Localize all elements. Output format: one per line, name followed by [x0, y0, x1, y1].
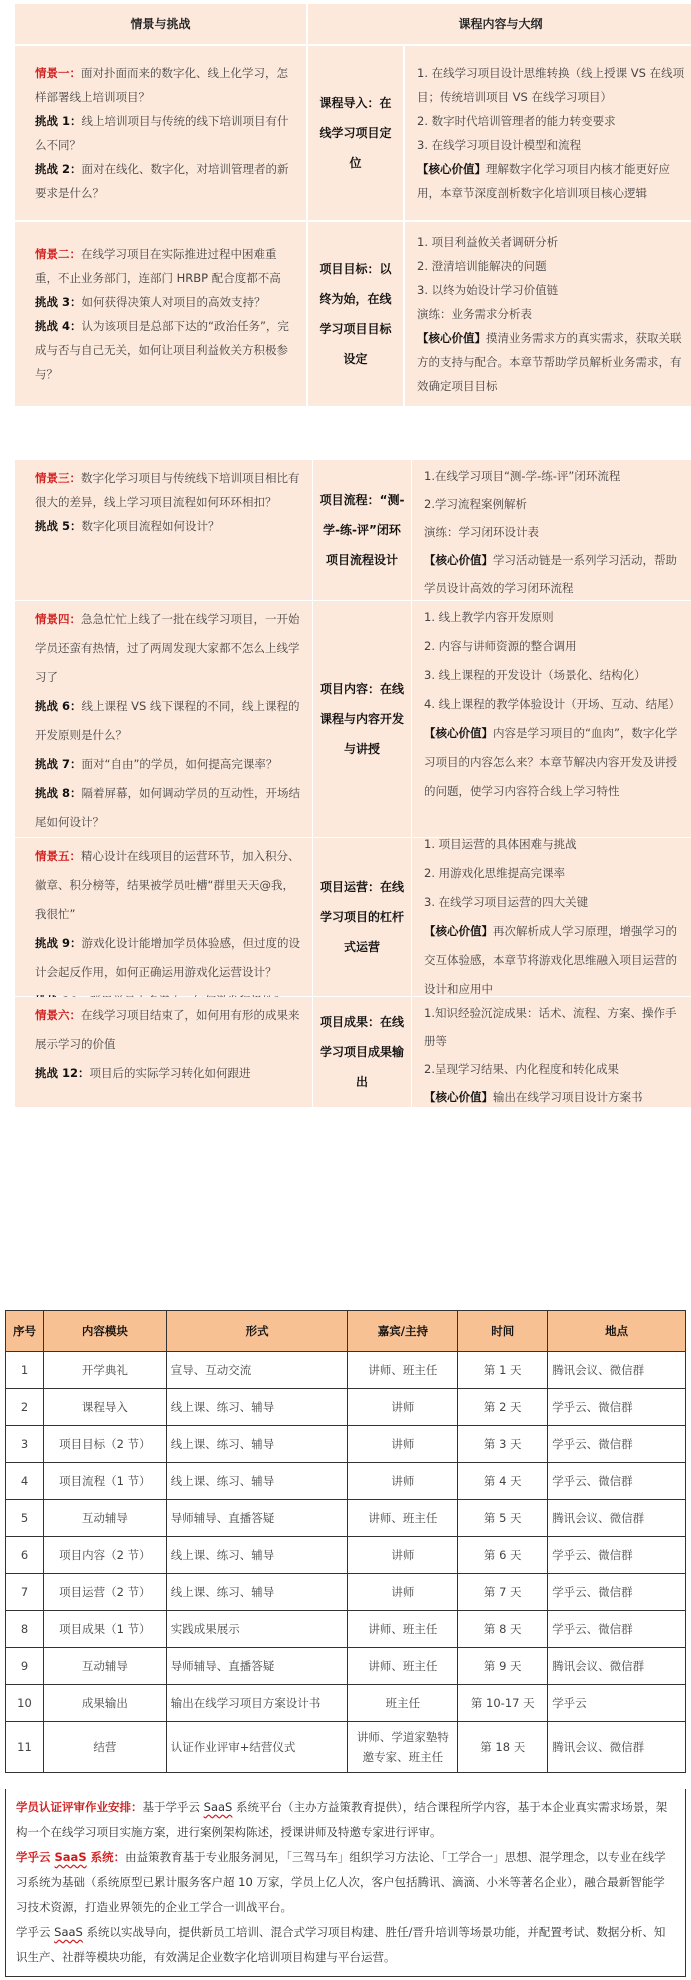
outline-item: 3. 以终为始设计学习价值链 [417, 283, 559, 297]
outline-item: 1. 线上教学内容开发原则 [424, 610, 554, 624]
cell-index: 11 [6, 1722, 44, 1773]
cell-module: 项目流程（1 节） [43, 1463, 166, 1500]
core-value-label: 【核心价值】 [424, 553, 493, 567]
outline-item: 2. 澄清培训能解决的问题 [417, 259, 547, 273]
challenge-label: 挑战 1： [35, 114, 82, 128]
cell-time: 第 4 天 [458, 1463, 548, 1500]
cell-host: 讲师 [348, 1389, 458, 1426]
cell-module: 互动辅导 [43, 1648, 166, 1685]
note-platform-label: 学乎云 [16, 1850, 55, 1864]
core-value-text: 理解数字化学习项目内核才能更好应用，本章节深度剖析数字化培训项目核心逻辑 [417, 162, 670, 200]
cell-host: 讲师、学道家塾特邀专家、班主任 [348, 1722, 458, 1773]
cell-time: 第 7 天 [458, 1574, 548, 1611]
outline-cell-3 [412, 460, 691, 600]
note-platform-label: 系统： [86, 1850, 126, 1864]
cell-location: 学乎云、微信群 [548, 1537, 686, 1574]
col-header-format: 形式 [166, 1311, 348, 1352]
challenge-label: 挑战 6： [35, 699, 82, 713]
note-text: 基于学乎云 [142, 1800, 204, 1814]
core-value-label: 【核心价值】 [417, 331, 486, 345]
cell-format: 线上课、练习、辅导 [166, 1463, 348, 1500]
outline-item: 1.在线学习项目“测-学-练-评”闭环流程 [424, 469, 621, 483]
note-assessment [16, 1795, 675, 1845]
table-row [6, 1537, 686, 1574]
outline-cell-6 [412, 997, 691, 1107]
outline-block-1 [15, 4, 691, 406]
table-row [6, 1648, 686, 1685]
module-title: 课程导入：在线学习项目定位 [308, 46, 403, 220]
cell-index: 7 [6, 1574, 44, 1611]
cell-format: 导师辅导、直播答疑 [166, 1648, 348, 1685]
core-value-label: 【核心价值】 [424, 726, 493, 740]
cell-module: 互动辅导 [43, 1500, 166, 1537]
scenario-text: 在线学习项目在实际推进过程中困难重重，不止业务部门，连部门 HRBP 配合度都不高 [35, 247, 281, 285]
module-title: 项目内容：在线课程与内容开发与讲授 [313, 601, 411, 837]
cell-module: 项目成果（1 节） [43, 1611, 166, 1648]
scenario-cell-6 [15, 997, 312, 1107]
scenario-label: 情景一： [35, 66, 81, 80]
challenge-label: 挑战 7： [35, 757, 82, 771]
note-assessment-label: 学员认证评审作业安排： [16, 1800, 143, 1814]
scenario-text: 面对扑面而来的数字化、线上化学习，怎样部署线上培训项目？ [35, 66, 288, 104]
scenario-cell-3 [15, 460, 312, 600]
note-saas-term: SaaS [203, 1800, 233, 1814]
module-title: 项目成果：在线学习项目成果输出 [313, 997, 411, 1107]
scenario-label: 情景六： [35, 1008, 81, 1022]
header-outline: 课程内容与大纲 [308, 4, 691, 44]
col-header-time: 时间 [458, 1311, 548, 1352]
note-text: 系统以实战导向，提供新员工培训、混合式学习项目构建、胜任/晋升培训等场景功能，并配置考试、数据分析、知识生产、社群等模块功能，有效满足企业数字化培训项目构建与平台运营。 [16, 1925, 666, 1964]
cell-host: 讲师、班主任 [348, 1611, 458, 1648]
cell-format: 认证作业评审+结营仪式 [166, 1722, 348, 1773]
cell-module: 成果输出 [43, 1685, 166, 1722]
table-row [6, 1574, 686, 1611]
outline-item: 3. 在线学习项目运营的四大关键 [424, 895, 589, 909]
cell-index: 1 [6, 1352, 44, 1389]
core-value-text: 内容是学习项目的“血肉”，数字化学习项目的内容怎么来？本章节解决内容开发及讲授的问题，使学习内容符合线上学习特性 [424, 726, 678, 798]
outline-item: 演练：学习闭环设计表 [424, 525, 539, 539]
challenge-text: 项目后的实际学习转化如何跟进 [89, 1066, 251, 1080]
cell-host: 讲师 [348, 1463, 458, 1500]
core-value-text: 再次解析成人学习原理，增强学习的交互体验感，本章节将游戏化思维融入项目运营的设计和应用中 [424, 924, 677, 996]
cell-index: 5 [6, 1500, 44, 1537]
outline-item: 1. 在线学习项目设计思维转换（线上授课 VS 在线项目；传统培训项目 VS 在线学习项目） [417, 66, 685, 104]
scenario-text: 数字化学习项目与传统线下培训项目相比有很大的差异，线上学习项目流程如何环环相扣？ [35, 471, 300, 509]
cell-location: 腾讯会议、微信群 [548, 1722, 686, 1773]
cell-host: 班主任 [348, 1685, 458, 1722]
outline-item: 4. 线上课程的教学体验设计（开场、互动、结尾） [424, 697, 681, 711]
challenge-text: 如何获得决策人对项目的高效支持？ [81, 295, 266, 309]
core-value-text: 输出在线学习项目设计方案书 [493, 1090, 643, 1104]
scenario-label: 情景五： [35, 849, 81, 863]
core-value-text: 学习活动链是一系列学习活动，帮助学员设计高效的学习闭环流程 [424, 553, 677, 595]
cell-location: 学乎云、微信群 [548, 1611, 686, 1648]
note-saas-term: SaaS [54, 1850, 87, 1864]
outline-cell-4 [412, 601, 691, 837]
cell-index: 9 [6, 1648, 44, 1685]
scenario-text: 精心设计在线项目的运营环节，加入积分、徽章、积分榜等，结果被学员吐槽“群里天天@我，我很忙” [35, 849, 300, 921]
cell-time: 第 18 天 [458, 1722, 548, 1773]
module-title: 项目目标：以终为始，在线学习项目目标设定 [308, 222, 403, 406]
challenge-text: 隔着屏幕，如何调动学员的互动性，开场结尾如何设计？ [35, 786, 301, 829]
challenge-text: 游戏化设计能增加学员体验感，但过度的设计会起反作用，如何正确运用游戏化运营设计？ [35, 936, 301, 979]
table-row [6, 1426, 686, 1463]
core-value-label: 【核心价值】 [424, 924, 493, 938]
scenario-cell-1 [15, 46, 306, 220]
scenario-label: 情景四： [35, 612, 81, 626]
table-row [6, 1722, 686, 1773]
module-title: 项目运营：在线学习项目的杠杆式运营 [313, 838, 411, 996]
col-header-index: 序号 [6, 1311, 44, 1352]
table-row [6, 1463, 686, 1500]
challenge-label: 挑战 4： [35, 319, 82, 333]
cell-format: 线上课、练习、辅导 [166, 1537, 348, 1574]
header-scenarios: 情景与挑战 [15, 4, 306, 44]
cell-module: 项目运营（2 节） [43, 1574, 166, 1611]
cell-host: 讲师 [348, 1574, 458, 1611]
scenario-text: 在线学习项目结束了，如何用有形的成果来展示学习的价值 [35, 1008, 300, 1051]
table-row [6, 1685, 686, 1722]
outline-item: 2. 内容与讲师资源的整合调用 [424, 639, 577, 653]
cell-location: 腾讯会议、微信群 [548, 1352, 686, 1389]
outline-item: 演练：业务需求分析表 [417, 307, 532, 321]
challenge-label: 挑战 2： [35, 162, 82, 176]
table-row [6, 1352, 686, 1389]
scenario-text: 急急忙忙上线了一批在线学习项目，一开始学员还蛮有热情，过了两周发现大家都不怎么上线学习了 [35, 612, 300, 684]
cell-module: 课程导入 [43, 1389, 166, 1426]
challenge-text: 线上课程 VS 线下课程的不同，线上课程的开发原则是什么？ [35, 699, 300, 742]
core-value-label: 【核心价值】 [417, 162, 486, 176]
outline-item: 1. 项目利益攸关者调研分析 [417, 235, 559, 249]
cell-module: 项目内容（2 节） [43, 1537, 166, 1574]
cell-host: 讲师 [348, 1426, 458, 1463]
module-title: 项目流程：“测-学-练-评”闭环项目流程设计 [313, 460, 411, 600]
cell-location: 学乎云、微信群 [548, 1463, 686, 1500]
cell-location: 腾讯会议、微信群 [548, 1648, 686, 1685]
outline-cell-5 [412, 838, 691, 996]
cell-format: 输出在线学习项目方案设计书 [166, 1685, 348, 1722]
scenario-cell-2 [15, 222, 306, 406]
cell-module: 项目目标（2 节） [43, 1426, 166, 1463]
col-header-host: 嘉宾/主持 [348, 1311, 458, 1352]
cell-index: 10 [6, 1685, 44, 1722]
cell-time: 第 8 天 [458, 1611, 548, 1648]
challenge-text: 数字化项目流程如何设计？ [81, 519, 220, 533]
outline-item: 1.知识经验沉淀成果：话术、流程、方案、操作手册等 [424, 1006, 677, 1048]
cell-time: 第 9 天 [458, 1648, 548, 1685]
cell-module: 结营 [43, 1722, 166, 1773]
table-row [6, 1611, 686, 1648]
cell-location: 学乎云、微信群 [548, 1426, 686, 1463]
outline-item: 2. 用游戏化思维提高完课率 [424, 866, 566, 880]
notes-panel [5, 1789, 686, 1977]
note-text: 由益策教育基于专业服务洞见，「三驾马车」组织学习方法论、「工学合一」思想、混学理念，以专业在线学习系统为基础（系统原型已累计服务客户超 10 万家，学员上亿人次，客户包括腾讯、滴滴、小米等著名企业），融合最新智能学习技术资源，打造业界领先的企业工学合一训战平台。 [16, 1850, 666, 1914]
cell-module: 开学典礼 [43, 1352, 166, 1389]
outline-cell-2 [405, 222, 691, 406]
schedule-table [5, 1310, 686, 1773]
schedule-header-row [6, 1311, 686, 1352]
scenario-label: 情景三： [35, 471, 81, 485]
cell-format: 线上课、练习、辅导 [166, 1574, 348, 1611]
cell-location: 腾讯会议、微信群 [548, 1500, 686, 1537]
cell-time: 第 1 天 [458, 1352, 548, 1389]
outline-item: 2. 数字时代培训管理者的能力转变要求 [417, 114, 616, 128]
cell-host: 讲师、班主任 [348, 1352, 458, 1389]
cell-format: 线上课、练习、辅导 [166, 1389, 348, 1426]
cell-format: 宣导、互动交流 [166, 1352, 348, 1389]
cell-index: 8 [6, 1611, 44, 1648]
cell-time: 第 5 天 [458, 1500, 548, 1537]
cell-format: 线上课、练习、辅导 [166, 1426, 348, 1463]
note-platform [16, 1845, 675, 1920]
challenge-label: 挑战 9： [35, 936, 82, 950]
challenge-label: 挑战 5： [35, 519, 82, 533]
table-row [6, 1389, 686, 1426]
challenge-label: 挑战 12： [35, 1066, 90, 1080]
challenge-text: 面对在线化、数字化，对培训管理者的新要求是什么？ [35, 162, 289, 200]
note-text: 学乎云 [16, 1925, 55, 1939]
outline-item: 2.呈现学习结果、内化程度和转化成果 [424, 1062, 619, 1076]
cell-time: 第 10-17 天 [458, 1685, 548, 1722]
cell-location: 学乎云、微信群 [548, 1574, 686, 1611]
outline-cell-1 [405, 46, 691, 220]
challenge-text: 认为该项目是总部下达的“政治任务”，完成与否与自己无关，如何让项目利益攸关方积极参与？ [35, 319, 289, 381]
cell-host: 讲师 [348, 1537, 458, 1574]
cell-time: 第 2 天 [458, 1389, 548, 1426]
core-value-label: 【核心价值】 [424, 1090, 493, 1104]
outline-item: 1. 项目运营的具体困难与挑战 [424, 837, 577, 851]
challenge-text: 面对“自由”的学员，如何提高完课率？ [81, 757, 278, 771]
cell-location: 学乎云、微信群 [548, 1389, 686, 1426]
table-row [6, 1500, 686, 1537]
outline-item: 3. 线上课程的开发设计（场景化、结构化） [424, 668, 646, 682]
cell-index: 6 [6, 1537, 44, 1574]
core-value-text: 摸清业务需求方的真实需求，获取关联方的支持与配合。本章节帮助学员解析业务需求，有效确定项目目标 [417, 331, 682, 393]
scenario-label: 情景二： [35, 247, 81, 261]
cell-format: 导师辅导、直播答疑 [166, 1500, 348, 1537]
cell-index: 3 [6, 1426, 44, 1463]
note-text: 系统平台（主办方益策教育提供），结合课程所学内容，基于本企业真实需求场景，架构一个在线学习项目实施方案，进行案例架构陈述，授课讲师及特邀专家进行评审。 [16, 1800, 668, 1839]
cell-time: 第 6 天 [458, 1537, 548, 1574]
challenge-label: 挑战 3： [35, 295, 82, 309]
scenario-cell-4 [15, 601, 312, 837]
cell-host: 讲师、班主任 [348, 1648, 458, 1685]
cell-index: 2 [6, 1389, 44, 1426]
outline-item: 2.学习流程案例解析 [424, 497, 527, 511]
scenario-cell-5 [15, 838, 312, 996]
col-header-module: 内容模块 [43, 1311, 166, 1352]
cell-host: 讲师、班主任 [348, 1500, 458, 1537]
challenge-label: 挑战 8： [35, 786, 82, 800]
cell-index: 4 [6, 1463, 44, 1500]
challenge-text: 线上培训项目与传统的线下培训项目有什么不同？ [35, 114, 289, 152]
cell-location: 学乎云 [548, 1685, 686, 1722]
note-saas-term: SaaS [54, 1925, 83, 1939]
cell-time: 第 3 天 [458, 1426, 548, 1463]
cell-format: 实践成果展示 [166, 1611, 348, 1648]
note-features [16, 1920, 675, 1970]
outline-item: 3. 在线学习项目设计模型和流程 [417, 138, 582, 152]
outline-block-2 [15, 460, 691, 1107]
col-header-location: 地点 [548, 1311, 686, 1352]
